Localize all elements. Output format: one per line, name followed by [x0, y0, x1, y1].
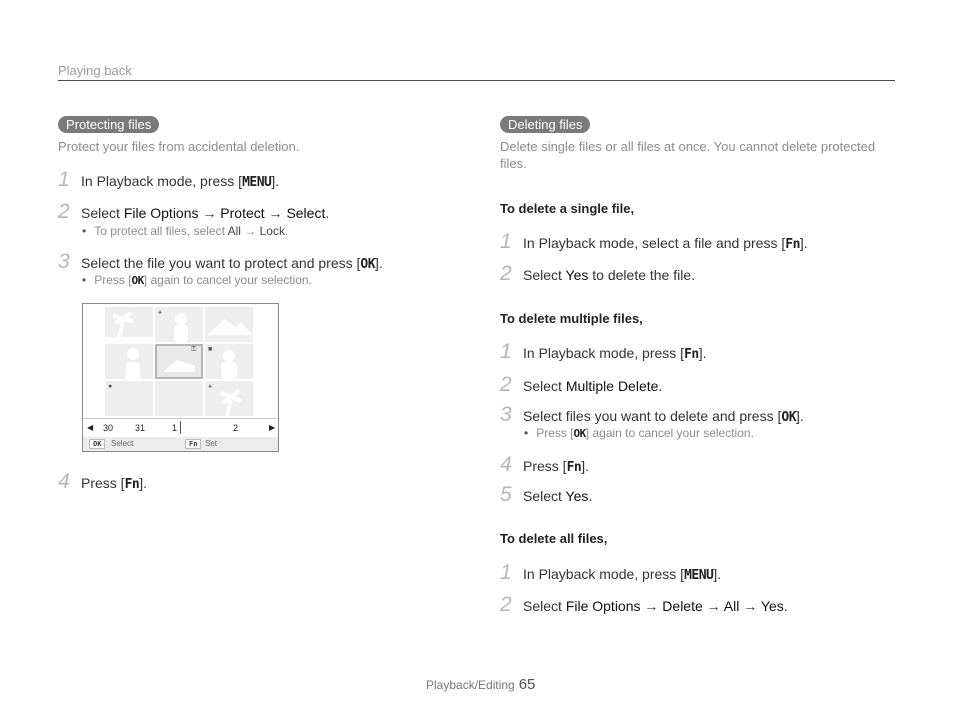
screen-guide-bar	[83, 437, 278, 451]
protect-step-3-note: • Press [OK] again to cancel your selection.	[82, 273, 312, 288]
video-icon: ■	[208, 346, 213, 353]
delete-single-step-2: 2 Select Yes to delete the file.	[500, 262, 696, 285]
thumbnail	[155, 307, 203, 342]
camera-screen-illustration	[82, 303, 279, 452]
thumbnail-selected	[155, 344, 203, 379]
thumbnail	[205, 307, 253, 342]
fn-key-icon: Fn	[785, 237, 800, 252]
timeline-cursor	[180, 421, 181, 434]
delete-single-step-1: 1 In Playback mode, select a file and press [Fn].	[500, 230, 808, 253]
thumbnail	[155, 381, 203, 416]
timeline-date: 31	[135, 423, 146, 433]
menu-key-icon: MENU	[684, 568, 714, 583]
mountain-icon	[205, 307, 253, 342]
delete-all-heading: To delete all files,	[500, 531, 608, 546]
ok-guide-label: Select	[111, 439, 134, 448]
delete-single-heading: To delete a single file,	[500, 201, 635, 216]
thumbnail	[205, 381, 253, 416]
protect-title: Protecting files	[58, 116, 159, 133]
delete-multiple-step-5: 5 Select Yes.	[500, 483, 593, 506]
fn-key-icon: Fn	[185, 439, 201, 449]
protect-step-1: 1 In Playback mode, press [MENU].	[58, 168, 280, 191]
chevron-right-icon: ▶	[269, 423, 276, 432]
protect-step-2: 2 Select File Options → Protect → Select.	[58, 200, 330, 223]
fn-key-icon: Fn	[566, 460, 582, 475]
delete-multiple-step-1: 1 In Playback mode, press [Fn].	[500, 340, 707, 363]
timeline-date: 30	[103, 423, 114, 433]
delete-multiple-heading: To delete multiple files,	[500, 311, 643, 326]
timeline-date: 2	[233, 423, 239, 433]
thumbnail	[205, 344, 253, 379]
ok-key-icon: OK	[573, 427, 586, 440]
protect-step-2-note: • To protect all files, select All → Lock.	[82, 224, 288, 239]
delete-title-badge	[500, 116, 590, 134]
thumbnail	[105, 344, 153, 379]
fn-key-icon: Fn	[684, 347, 699, 362]
protect-description: Protect your files from accidental deletion.	[58, 139, 300, 154]
fn-guide-label: Set	[205, 439, 218, 448]
protected-key-icon: ⚿	[191, 346, 197, 353]
page-number: 65	[518, 676, 536, 693]
ok-key-icon: OK	[89, 439, 105, 449]
ok-key-icon: OK	[781, 410, 797, 425]
lock-icon: ⚹	[158, 309, 163, 316]
lock-icon: ⚹	[208, 383, 213, 390]
timeline-date: 1	[172, 423, 178, 433]
palm-tree-icon	[105, 307, 153, 342]
delete-title: Deleting files	[500, 116, 590, 133]
fn-key-icon: Fn	[124, 477, 140, 492]
thumbnail	[105, 381, 153, 416]
delete-all-step-2: 2 Select File Options → Delete → All → Yes.	[500, 593, 788, 616]
header-divider	[58, 80, 895, 81]
ok-key-icon: OK	[360, 257, 376, 272]
protect-title-badge	[58, 116, 159, 134]
ok-key-icon: OK	[131, 274, 144, 287]
delete-multiple-step-3: 3 Select files you want to delete and press [OK].	[500, 403, 804, 426]
page-footer	[426, 676, 535, 693]
chevron-left-icon: ◀	[87, 423, 94, 432]
footer-section-label: Playback/Editing	[426, 678, 515, 692]
protect-step-3: 3 Select the file you want to protect and press [OK].	[58, 250, 383, 273]
date-timeline	[83, 418, 278, 438]
voice-memo-icon: ●	[108, 383, 113, 390]
person-icon	[105, 344, 153, 379]
section-header: Playing back	[58, 63, 132, 78]
delete-multiple-step-4: 4 Press [Fn].	[500, 453, 590, 476]
delete-multiple-step-2: 2 Select Multiple Delete.	[500, 373, 663, 396]
delete-multiple-step-3-note: • Press [OK] again to cancel your selection.	[524, 426, 754, 441]
delete-description: Delete single files or all files at once. You cannot delete protected files.	[500, 139, 876, 171]
protect-step-4: 4 Press [Fn].	[58, 470, 148, 493]
thumbnail	[105, 307, 153, 342]
delete-all-step-1: 1 In Playback mode, press [MENU].	[500, 561, 722, 584]
menu-key-icon: MENU	[242, 175, 272, 190]
